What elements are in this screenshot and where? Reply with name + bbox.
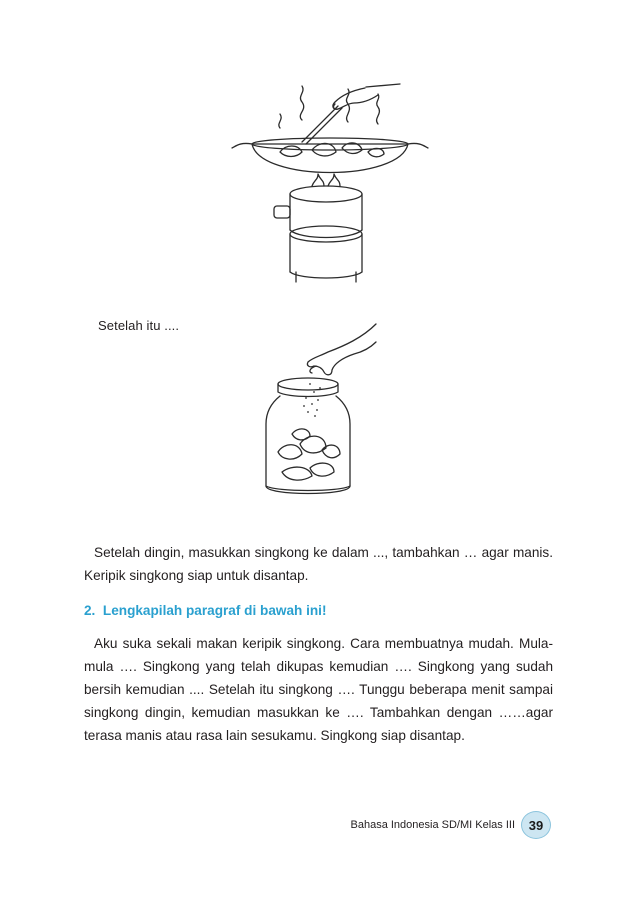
paragraph-2-text: Aku suka sekali makan keripik singkong. Cara membuatnya mudah. Mula-mula …. Singkong yang telah dikupas kemudian …. Singkong yang sudah bersih kemudian .... Setelah itu singkong …. Tunggu beberapa menit sampai singkong dingin, kemudian masukkan ke …. Tambahkan dengan ……agar terasa manis atau rasa lain sesukamu. Singkong siap disantap. — [84, 636, 553, 743]
page-number: 39 — [521, 811, 551, 839]
jar-illustration — [262, 322, 382, 504]
book-title: Bahasa Indonesia SD/MI Kelas III — [350, 819, 515, 831]
frying-wok-illustration — [230, 82, 430, 287]
caption: Setelah itu .... — [98, 318, 180, 333]
task-title: Lengkapilah paragraf di bawah ini! — [102, 603, 327, 618]
task-number: 2. — [84, 603, 96, 618]
page-footer — [351, 812, 551, 838]
task-heading — [84, 603, 327, 618]
paragraph-1 — [84, 541, 553, 587]
paragraph-1-text: Setelah dingin, masukkan singkong ke dalam ..., tambahkan … agar manis. Keripik singkong siap untuk disantap. — [84, 545, 553, 583]
paragraph-2 — [84, 632, 553, 747]
